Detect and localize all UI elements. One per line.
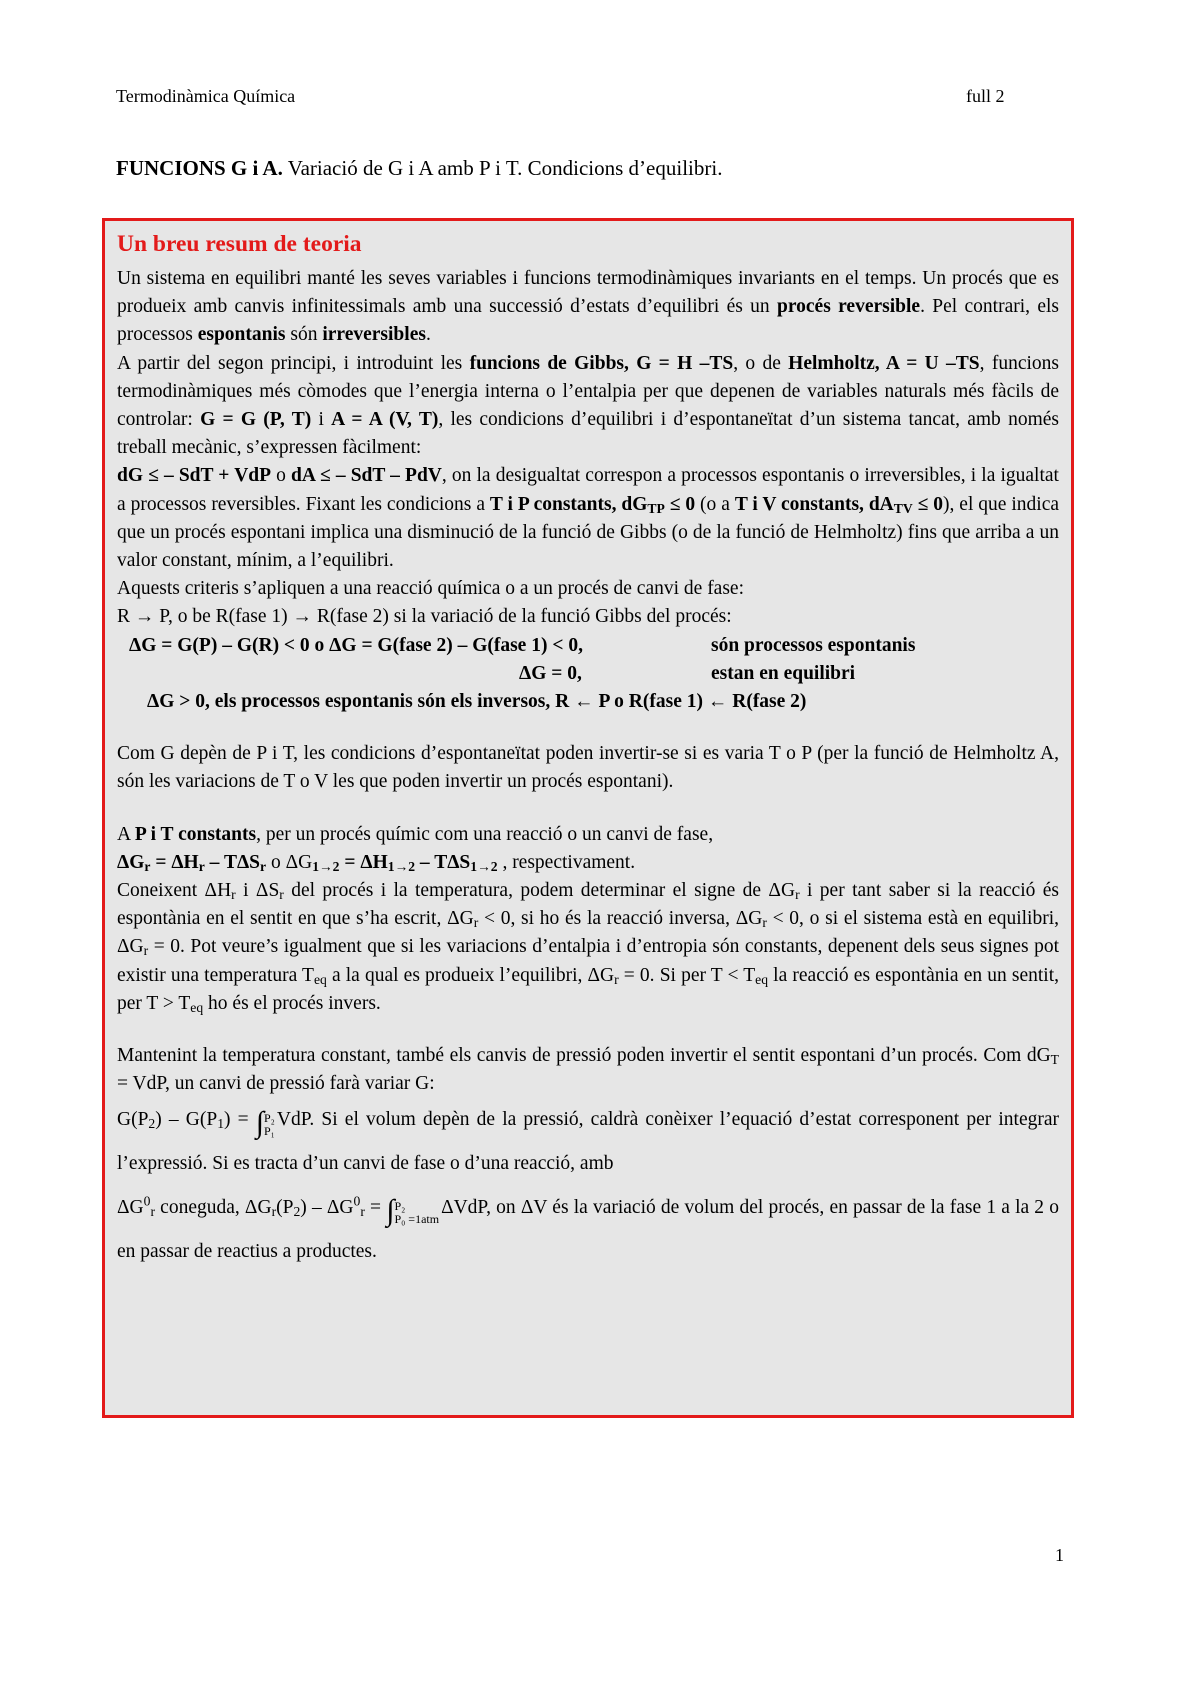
header-left: Termodinàmica Química xyxy=(116,86,296,106)
paragraph-integral-reaction: $\Delta G^0_r$ coneguda, $\Delta G_r(P_2) - \Delta G^0_r = \int P_2$ P₀ =1atmΔVdP, on ΔV és la variació de volum del procés, en passar de la fase 1 a la 2 o en passar de reactius a productes. xyxy=(117,1193,1059,1263)
paragraph-process: R → P, o be R(fase 1) → R(fase 2) si la variació de la funció Gibbs del procés: xyxy=(117,606,732,628)
paragraph-inequalities: dG ≤ – SdT + VdP o dA ≤ – SdT – PdV, on la desigualtat correspon a processos espontanis o irreversibles, i la igualtat a processos reversibles. Fixant les condicions a T i P constants, $dG_{TP} \le 0$ (o a T i V constants, $dA_{TV} \le 0$), el que indica que un procés espontani implica una disminució de la funció de Gibbs (o de la funció de Helmholtz) fins que arriba a un valor constant, mínim, a l’equilibri. xyxy=(117,465,1060,572)
integral-symbol-2: ∫ xyxy=(386,1194,395,1228)
box-title: Un breu resum de teoria xyxy=(117,231,362,257)
equation-spontaneous: ΔG = G(P) – G(R) < 0 o ΔG = G(fase 2) – G(fase 1) < 0, són processos espontanis xyxy=(129,634,916,656)
paragraph-inversion: Com G depèn de P i T, les condicions d’espontaneïtat poden invertir-se si es varia T o P (per la funció de Helmholtz A, són les variacions de T o V les que poden invertir un procés espontani). xyxy=(117,743,1059,793)
paragraph-equilibrium: Un sistema en equilibri manté les seves variables i funcions termodinàmiques invariants en el temps. Un procés que es produeix amb canvis infinitessimals amb una successió d’estats d’equilibri és un procés reversible. Pel contrari, els processos espontanis són irreversibles. xyxy=(117,268,1059,346)
header-right: full 2 xyxy=(966,86,1005,106)
integral-limits: P₂ P₁ xyxy=(264,1111,275,1139)
paragraph-criteria: Aquests criteris s’apliquen a una reacció química o a un procés de canvi de fase: xyxy=(117,578,744,600)
paragraph-integral-g: $G(P_2) - G(P_1) = \int P_2$ P₁VdP. Si el volum depèn de la pressió, caldrà conèixer l’equació d’estat corresponent per integrar l’expressió. Si es tracta d’un canvi de fase o d’una reacció, amb xyxy=(117,1106,1059,1175)
page-title: FUNCIONS G i A. Variació de G i A amb P i T. Condicions d’equilibri. xyxy=(116,156,723,180)
paragraph-constant-pt: A P i T constants, per un procés químic com una reacció o un canvi de fase, xyxy=(117,823,714,845)
page-number: 1 xyxy=(1055,1545,1064,1565)
paragraph-temperature: Coneixent $\Delta H_r$ i $\Delta S_r$ del procés i la temperatura, podem determinar el signe de $\Delta G_r$ i per tant saber si la reacció és espontània en el sentit en que s’ha escrit, $\Delta G_r < 0$, si ho és la reacció inversa, $\Delta G_r < 0$, o si el sistema està en equilibri, $\Delta G_r = 0$. Pot veure’s igualment que si les variacions d’entalpia i d’entropia són constants, depenent dels seus signes pot existir una temperatura $T_{eq}$ a la qual es produeix l’equilibri, $\Delta G_r = 0$. Si per $T < T_{eq}$ la reacció es espontània en un sentit, per $T > T_{eq}$ ho és el procés invers. xyxy=(117,880,1059,1015)
paragraph-gibbs-helmholtz: A partir del segon principi, i introduint les funcions de Gibbs, G = H –TS, o de Helmholtz, A = U –TS, funcions termodinàmiques més còmodes que l’energia interna o l’entalpia per que depenen de variables naturals més fàcils de controlar: G = G (P, T) i A = A (V, T), les condicions d’equilibri i d’espontaneïtat d’un sistema tancat, amb només treball mecànic, s’expressen fàcilment: xyxy=(117,352,1059,459)
integral-symbol: ∫ xyxy=(255,1106,264,1140)
theory-summary-box xyxy=(102,218,1074,1418)
equation-equilibrium: ΔG = 0, estan en equilibri xyxy=(519,662,856,684)
paragraph-pressure: Mantenint la temperatura constant, també els canvis de pressió poden invertir el sentit espontani d’un procés. Com $dG_T$ = VdP, un canvi de pressió farà variar G: xyxy=(117,1045,1059,1095)
integral-limits-2: P₂ P₀ =1atm xyxy=(394,1199,440,1227)
equation-gibbs-reaction: $\Delta G_r = \Delta H_r - T\Delta S_r$ o $\Delta G_{1\to 2} = \Delta H_{1\to 2} - T\Delta S_{1\to 2}$ , respectivament. xyxy=(117,851,636,874)
equation-inverse: ΔG > 0, els processos espontanis són els inversos, R ← P o R(fase 1) ← R(fase 2) xyxy=(147,691,807,713)
